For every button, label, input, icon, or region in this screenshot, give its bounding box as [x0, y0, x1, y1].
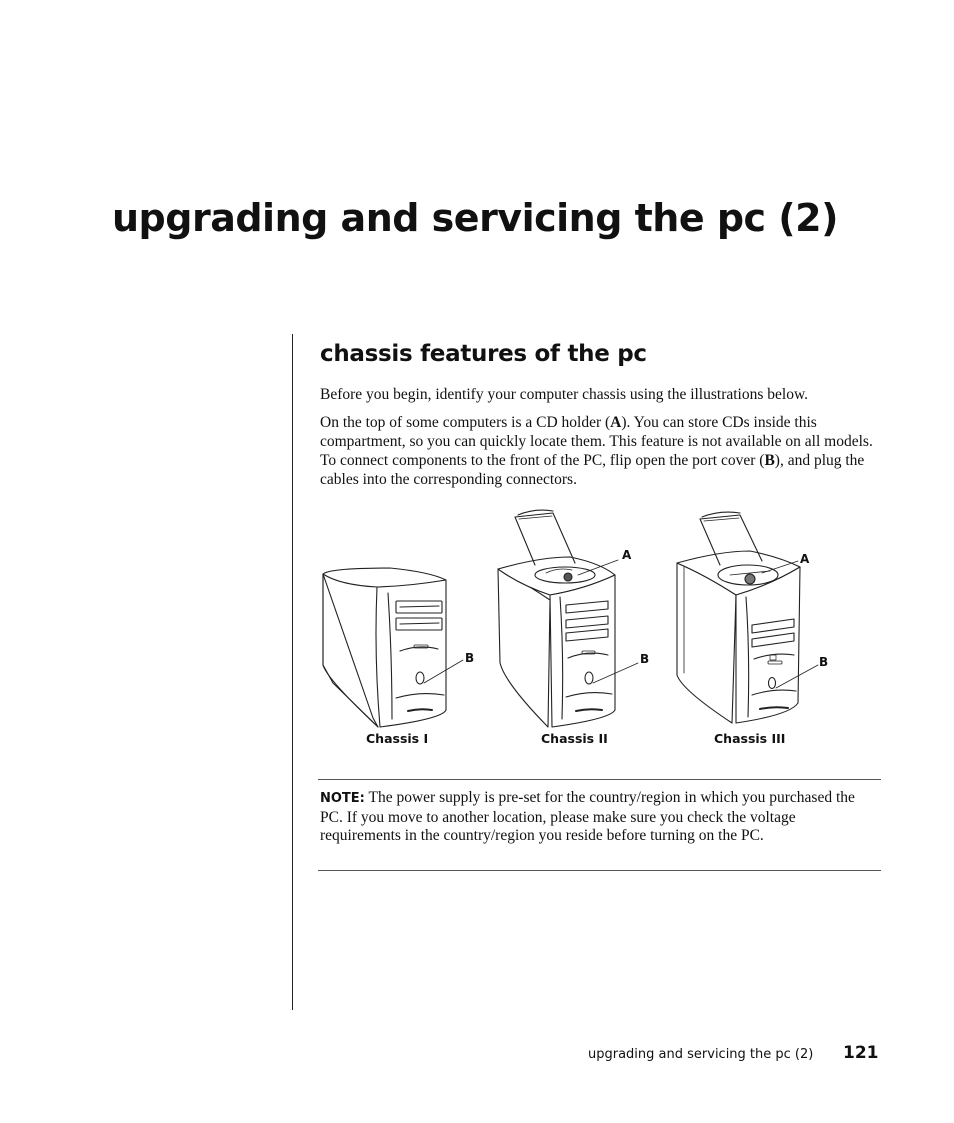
note-label: NOTE:	[320, 791, 365, 806]
chassis-1-callout-b: B	[465, 651, 475, 665]
chassis-2-callout-a: A	[622, 548, 632, 562]
chassis-3-drawing	[677, 512, 818, 723]
note	[320, 789, 865, 846]
section-title: chassis features of the pc	[320, 341, 647, 367]
description-text-1: On the top of some computers is a CD holder (	[320, 414, 611, 431]
chapter-title: upgrading and servicing the pc (2)	[112, 196, 838, 240]
chassis-3-caption: Chassis III	[714, 731, 786, 746]
chassis-2-caption: Chassis II	[541, 731, 608, 746]
chassis-3-callout-b: B	[819, 655, 829, 669]
margin-rule	[292, 334, 293, 1010]
description-label-a: A	[610, 414, 622, 431]
page-number: 121	[843, 1043, 879, 1063]
chassis-3-callout-a: A	[800, 552, 810, 566]
note-top-rule	[318, 779, 881, 780]
note-body: The power supply is pre-set for the country/region in which you purchased the PC. If you move to another location, please make sure you check the voltage requirements in the country/region you reside before turning on the PC.	[320, 789, 855, 844]
intro-paragraph: Before you begin, identify your computer chassis using the illustrations below.	[320, 386, 809, 403]
chassis-2-callout-b: B	[640, 652, 650, 666]
description-text-2: ). You can store CDs inside this compartment, so you can quickly locate them. This feature is not available on all models. To connect components to the front of the PC, flip open the port cover (	[320, 414, 873, 469]
chassis-illustration	[300, 505, 900, 760]
chassis-1-drawing	[323, 568, 463, 727]
footer-running-title: upgrading and servicing the pc (2)	[588, 1047, 814, 1062]
description-text-3: ), and plug the cables into the corresponding connectors.	[320, 452, 865, 488]
note-bottom-rule	[318, 870, 881, 871]
chassis-1-caption: Chassis I	[366, 731, 429, 746]
description-label-b: B	[764, 452, 775, 469]
description-paragraph	[320, 413, 880, 489]
chassis-2-drawing	[498, 510, 638, 727]
